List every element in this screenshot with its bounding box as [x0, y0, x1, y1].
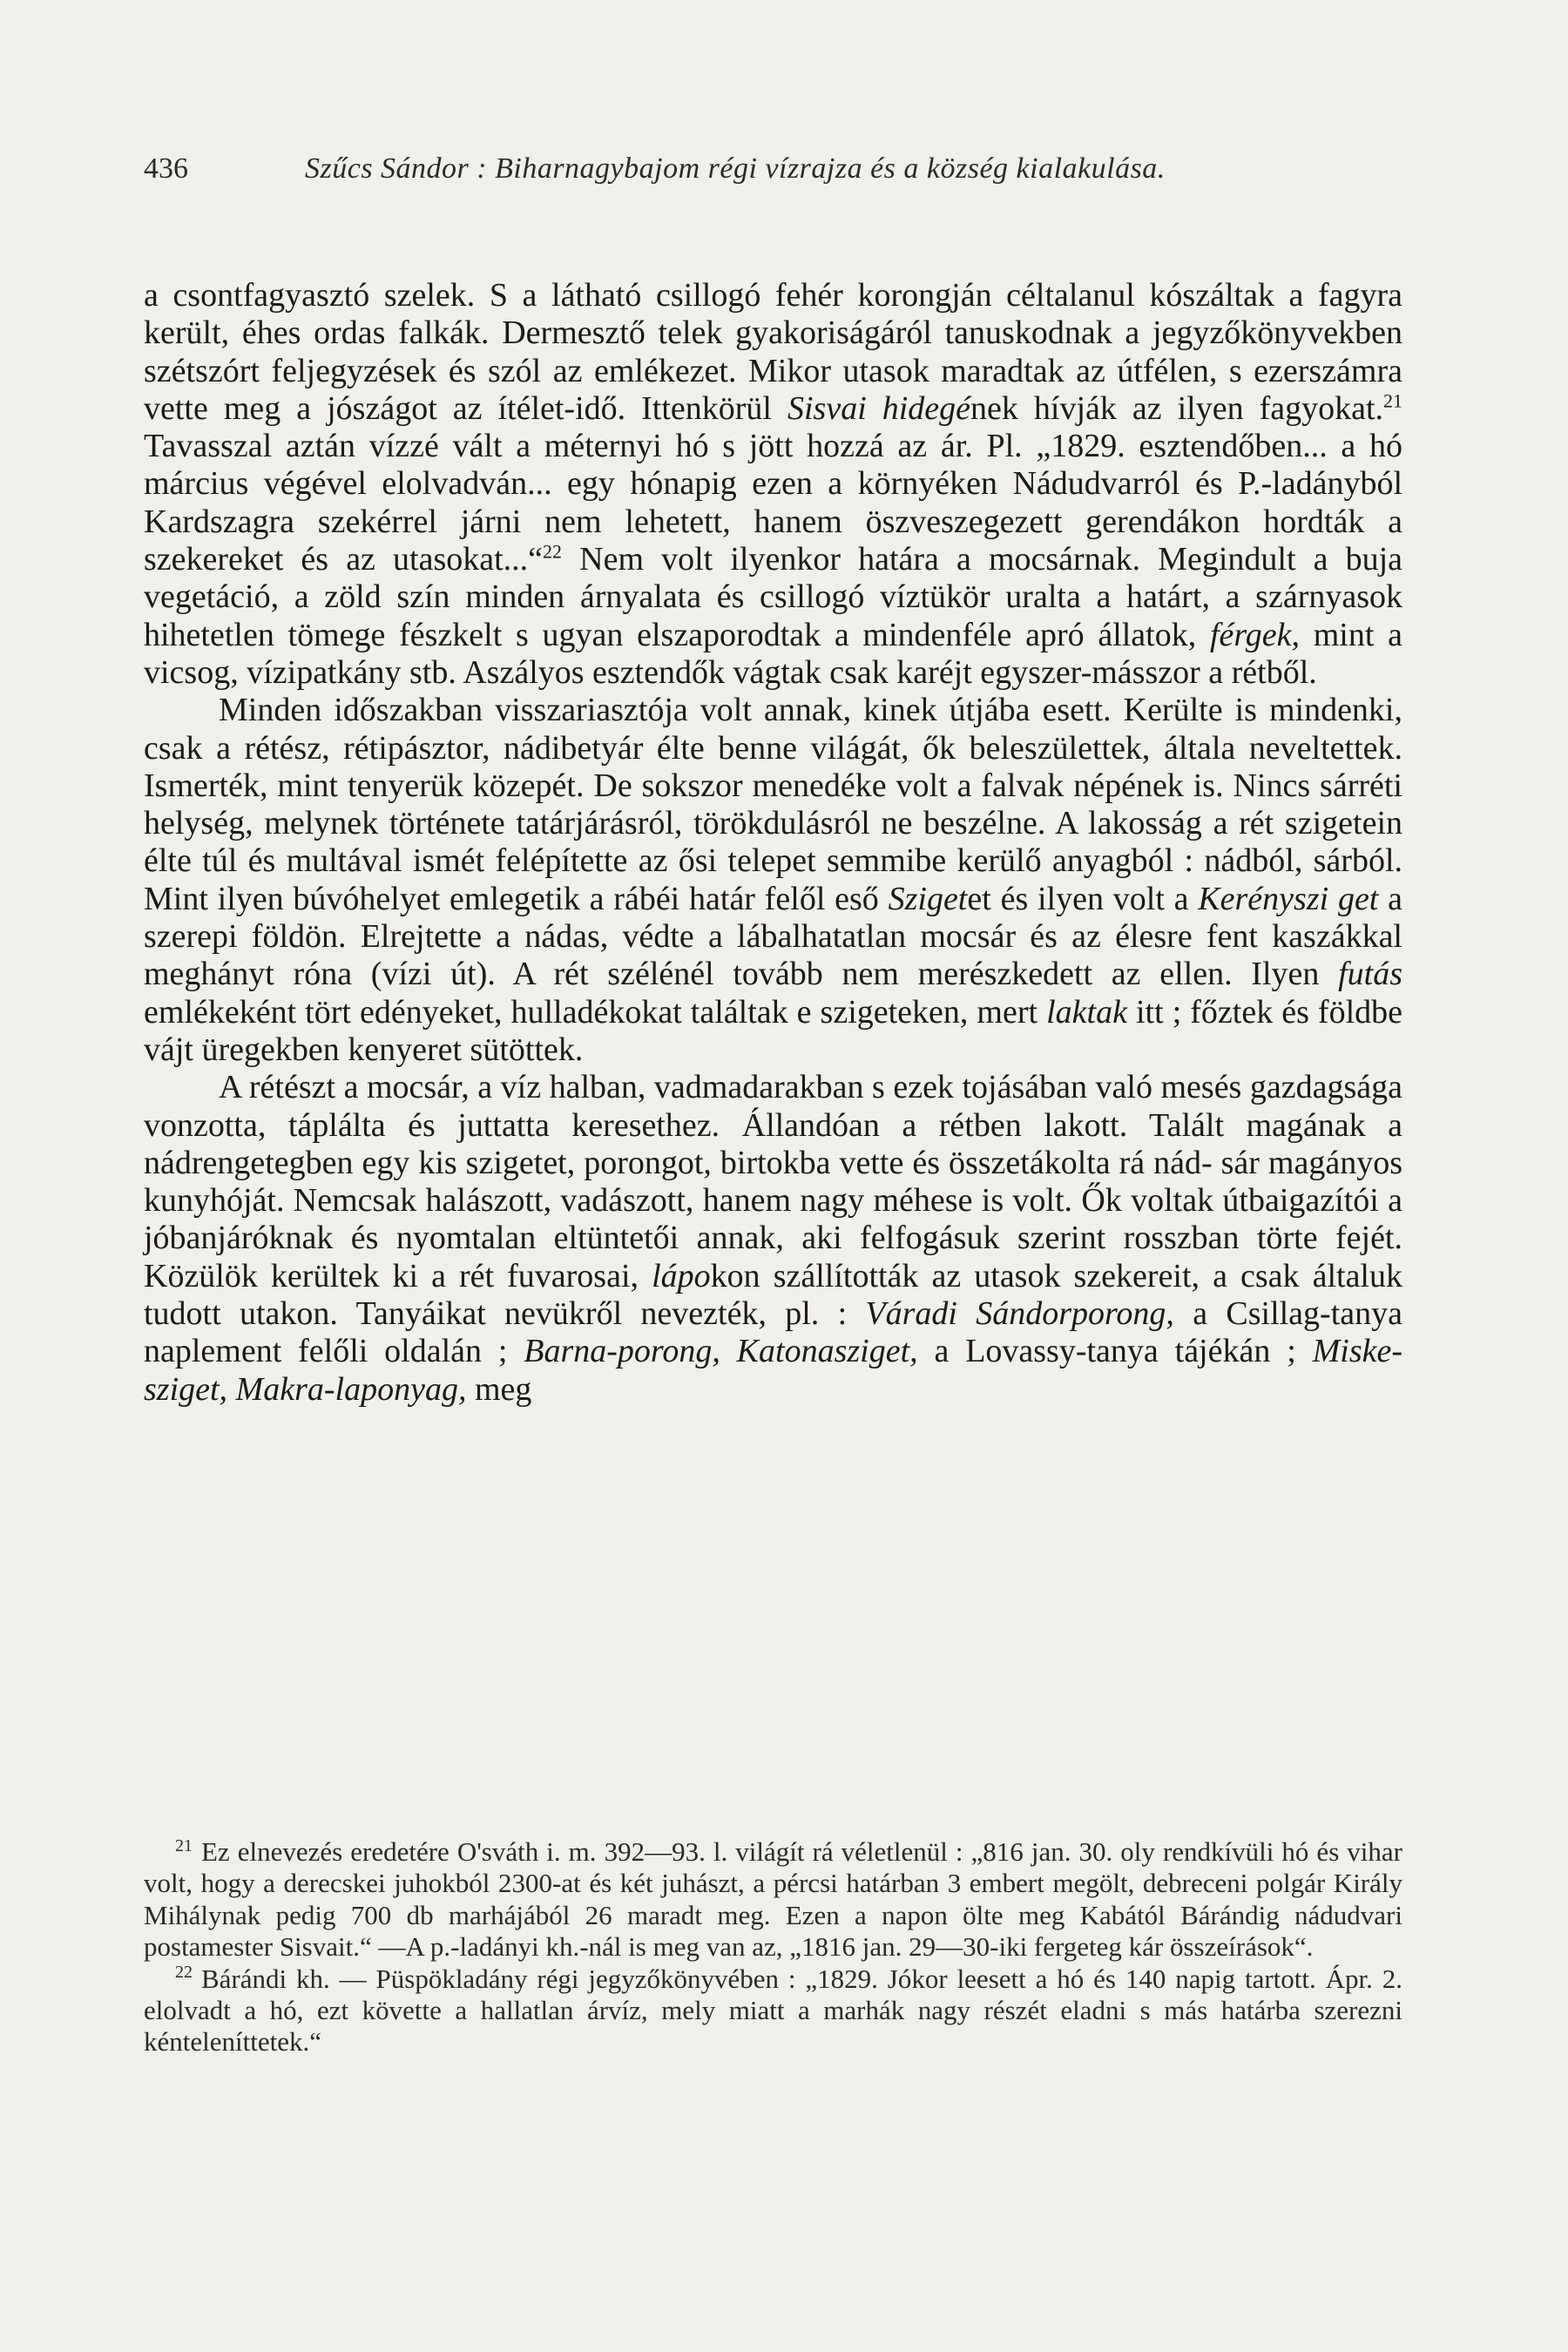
- footnote-22: [144, 1963, 1402, 2058]
- text-run: nek hívják az ilyen fagyokat.: [970, 389, 1384, 427]
- footnote-number: 22: [175, 1963, 193, 1983]
- text-run: a Csillag-tanya naplement felőli oldalán ;: [144, 1295, 1402, 1370]
- text-run: Tavasszal aztán vízzé vált a méternyi hó s jött hozzá az ár. Pl. „1829. esztendőben... a hó március végével elolvadván... egy hónapig ezen a környéken Nádudvarról és P.-ladányból Kardszagra szekérrel járni nem lehetett, hanem öszveszegezett gerendákon hordták a szekereket és az utasokat...“: [144, 428, 1402, 578]
- text-run: a szerepi földön. Elrejtette a nádas, védte a lábalhatatlan mocsár és az élesre fent kaszákkal meghányt róna (vízi út). A rét szélénél tovább nem merészkedett az ellen. Ilyen: [144, 880, 1403, 993]
- text-run: mint a vicsog, vízipatkány stb. Aszályos esztendők vágtak csak karéjt egyszer-másszor a rétből.: [144, 616, 1402, 691]
- italic-run: Váradi Sándorporong,: [865, 1295, 1174, 1333]
- text-run: a Lovassy-tanya tájékán ;: [917, 1333, 1296, 1370]
- italic-run: Sisvai hidegé: [787, 389, 971, 427]
- footnote-number: 21: [175, 1835, 193, 1855]
- italic-run: futás: [1338, 956, 1402, 993]
- text-run: et és ilyen volt a: [967, 880, 1189, 917]
- italic-run: laktak: [1046, 993, 1127, 1031]
- text-run: Minden időszakban visszariasztója volt annak, kinek útjába esett. Kerülte is mindenki, csak a rétész, rétipásztor, nádibetyár élte benne világát, ők beleszülettek, általa neveltettek. Ismerték, mint tenyerük közepét. De sokszor menedéke volt a falvak népének is. Nincs sárréti helység, melynek története tatárjárásról, törökdulásról ne beszélne. A lakosság a rét szigetein élte túl és multával ismét felépítette az ősi telepet semmibe kerülő anyagból : nádból, sárból. Mint ilyen búvóhelyet emlegetik a rábéi határ felől eső: [144, 692, 1402, 917]
- footnotes: [144, 1836, 1402, 2058]
- italic-run: lápo: [652, 1257, 711, 1294]
- italic-run: férgek,: [1209, 616, 1301, 653]
- text-run: kon szállították az utasok szekereit, a csak általuk tudott utakon. Tanyáikat nevükről nevezték, pl. :: [144, 1257, 1402, 1333]
- text-run: itt ; főztek és földbe vájt üregekben kenyeret sütöttek.: [144, 993, 1402, 1068]
- main-text: [144, 277, 1402, 1409]
- running-title: Szűcs Sándor : Biharnagybajom régi vízrajza és a község kialakulása.: [305, 152, 1166, 185]
- italic-run: Barna-porong, Katonasziget,: [524, 1333, 918, 1370]
- page-number: 436: [144, 152, 188, 185]
- paragraph-3: [144, 1069, 1402, 1409]
- italic-run: Sziget: [888, 880, 968, 917]
- paragraph-2: [144, 692, 1402, 1069]
- footnote-text: Bárándi kh. — Püspökladány régi jegyzőkönyvében : „1829. Jókor leesett a hó és 140 napig tartott. Ápr. 2. elolvadt a hó, ezt követte a hallatlan árvíz, mely miatt a marhák nagy részét eladni s más határba szerezni kénteleníttetek.“: [144, 1963, 1402, 2058]
- footnote-21: [144, 1836, 1402, 1963]
- italic-run: Kerényszi get: [1198, 880, 1379, 917]
- text-run: Nem volt ilyenkor határa a mocsárnak. Megindult a buja vegetáció, a zöld szín minden árnyalata és csillogó víztükör uralta a határt, a szárnyasok hihetetlen tömege fészkelt s ugyan elszaporodtak a mindenféle apró állatok,: [144, 541, 1402, 653]
- paragraph-1: [144, 277, 1402, 692]
- italic-run: Miske-sziget, Makra-laponyag,: [144, 1333, 1403, 1408]
- footnote-text: Ez elnevezés eredetére O'sváth i. m. 392—93. l. világít rá véletlenül : „816 jan. 30. oly rendkívüli hó és vihar volt, hogy a derecskei juhokból 2300-at és két juhászt, a pércsi határban 3 embert megölt, debreceni polgár Király Mihálynak pedig 700 db marhájából 26 maradt meg. Ezen a napon ölte meg Kabától Bárándig nádudvari postamester Sisvait.“ —A p.-ladányi kh.-nál is meg van az, „1816 jan. 29—30-iki fergeteg kár összeírások“.: [144, 1836, 1402, 1963]
- footnote-ref-21: 21: [1383, 389, 1403, 412]
- text-run: meg: [466, 1370, 532, 1408]
- text-run: a csontfagyasztó szelek. S a látható csillogó fehér korongján céltalanul kószáltak a fagyra került, éhes ordas falkák. Dermesztő telek gyakoriságáról tanuskodnak a jegyzőkönyvekben szétszórt feljegyzések és szól az emlékezet. Mikor utasok maradtak az útfélen, s ezerszámra vette meg a jószágot az ítélet-idő. Ittenkörül: [144, 277, 1402, 427]
- footnote-ref-22: 22: [543, 540, 563, 563]
- text-run: A rétészt a mocsár, a víz halban, vadmadarakban s ezek tojásában való mesés gazdagsága vonzotta, táplálta és juttatta keresethez. Állandóan a rétben lakott. Talált magának a nádrengetegben egy kis szigetet, porongot, birtokba vette és összetákolta rá nád- sár magányos kunyhóját. Nemcsak halászott, vadászott, hanem nagy méhese is volt. Ők voltak útbaigazítói a jóbanjáróknak és nyomtalan eltüntetői annak, aki felfogásuk szerint rosszban törte fejét. Közülök kerültek ki a rét fuvarosai,: [144, 1069, 1402, 1294]
- page-header: [144, 152, 1407, 196]
- text-run: emlékeként tört edényeket, hulladékokat találtak e szigeteken, mert: [144, 993, 1038, 1031]
